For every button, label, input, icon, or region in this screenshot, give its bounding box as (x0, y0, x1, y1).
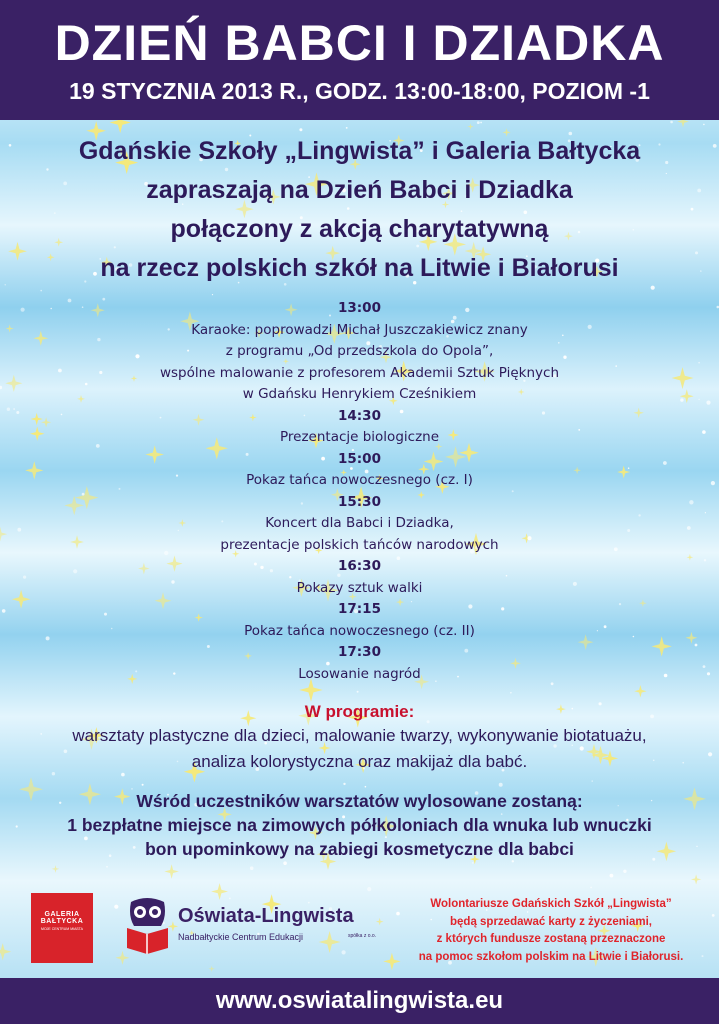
sparkle-dot (342, 950, 346, 954)
oswiata-logo-company: spółka z o.o. (348, 933, 377, 939)
galeria-logo-line: BAŁTYCKA (40, 918, 84, 925)
oswiata-logo-name: Oświata-Lingwista (178, 905, 354, 927)
schedule-time: 16:30 (338, 558, 381, 574)
header-banner (0, 0, 719, 120)
prize-line: bon upominkowy na zabiegi kosmetyczne dla babci (145, 839, 574, 859)
schedule-item: w Gdańsku Henrykiem Cześnikiem (242, 386, 477, 402)
schedule-item: Pokaz tańca nowoczesnego (cz. II) (244, 622, 475, 639)
sparkle-dot (623, 870, 626, 873)
schedule (0, 298, 719, 685)
schedule-time: 17:30 (338, 644, 381, 660)
volunteer-line: na pomoc szkołom polskim na Litwie i Białorusi. (418, 950, 684, 963)
volunteer-line: będą sprzedawać karty z życzeniami, (450, 915, 652, 928)
schedule-item: Prezentacje biologiczne (279, 429, 440, 445)
sparkle-dot (250, 866, 254, 870)
invitation-line: połączony z akcją charytatywną (170, 215, 549, 243)
invitation-line: Gdańskie Szkoły „Lingwista” i Galeria Bałtycka (78, 137, 641, 165)
footer-banner (0, 978, 719, 1024)
star-sparkle (691, 874, 701, 884)
sparkle-dot (106, 866, 108, 868)
schedule-time: 14:30 (338, 407, 381, 424)
oswiata-logo-subtitle: Nadbałtyckie Centrum Edukacji (178, 932, 304, 942)
event-title: DZIEŃ BABCI I DZIADKA (54, 15, 665, 71)
schedule-time: 15:00 (338, 450, 381, 467)
star-sparkle (209, 966, 215, 972)
schedule-item: wspólne malowanie z profesorem Akademii Sztuk Pięknych (159, 364, 560, 381)
schedule-item: Koncert dla Babci i Dziadka, (265, 515, 454, 531)
star-sparkle (52, 865, 60, 873)
sparkle-dot (367, 887, 371, 891)
sparkle-dot (472, 862, 474, 864)
schedule-time: 13:00 (338, 300, 381, 316)
star-sparkle (164, 864, 178, 878)
website-link[interactable]: www.oswiatalingwista.eu (215, 987, 504, 1014)
volunteer-line: Wolontariusze Gdańskich Szkół „Lingwista” (430, 898, 672, 910)
prize-line: Wśród uczestników warsztatów wylosowane zostaną: (136, 791, 583, 811)
sparkle-dot (283, 861, 287, 865)
schedule-item: prezentacje polskich tańców narodowych (220, 536, 499, 553)
program-heading: W programie: (304, 702, 415, 721)
schedule-item: Pokazy sztuk walki (296, 579, 423, 596)
star-sparkle (376, 918, 384, 926)
program-line: analiza kolorystyczna oraz makijaż dla babć. (191, 752, 528, 771)
galeria-logo-line: GALERIA (44, 911, 80, 918)
schedule-item: Losowanie nagród (298, 665, 421, 682)
invitation-line: na rzecz polskich szkół na Litwie i Białorusi (100, 254, 619, 282)
invitation-line: zapraszają na Dzień Babci i Dziadka (146, 176, 573, 204)
galeria-logo-tagline: MOJE CENTRUM MIASTA (41, 927, 83, 931)
schedule-item: Pokaz tańca nowoczesnego (cz. I) (246, 472, 473, 488)
sparkle-dot (229, 898, 231, 900)
owl-book-icon (125, 896, 170, 956)
program-description (0, 723, 719, 775)
oswiata-lingwista-logo (178, 905, 377, 942)
sparkle-dot (712, 914, 715, 917)
volunteer-line: z których fundusze zostaną przeznaczone (436, 933, 666, 945)
schedule-time: 15:30 (338, 493, 381, 510)
schedule-item: Karaoke: poprowadzi Michał Juszczakiewicz znany (191, 321, 528, 338)
main-content (0, 120, 719, 861)
sparkle-dot (308, 902, 310, 904)
prize-draw-text (0, 789, 719, 861)
program-line: warsztaty plastyczne dla dzieci, malowanie twarzy, wykonywanie biotatuażu, (72, 726, 647, 745)
star-sparkle (0, 943, 11, 960)
schedule-item: z programu „Od przedszkola do Opola”, (225, 343, 494, 359)
sparkle-dot (114, 905, 118, 909)
invitation-text (0, 132, 719, 288)
prize-line: 1 bezpłatne miejsce na zimowych półkoloniach dla wnuka lub wnuczki (67, 815, 652, 835)
volunteer-notice (395, 896, 707, 966)
event-date-time: 19 STYCZNIA 2013 R., GODZ. 13:00-18:00, POZIOM -1 (69, 78, 650, 104)
galeria-baltycka-logo (31, 893, 93, 963)
sparkle-dot (590, 887, 592, 889)
star-sparkle (211, 883, 228, 900)
schedule-time: 17:15 (338, 601, 381, 617)
sparkle-dot (610, 874, 614, 878)
